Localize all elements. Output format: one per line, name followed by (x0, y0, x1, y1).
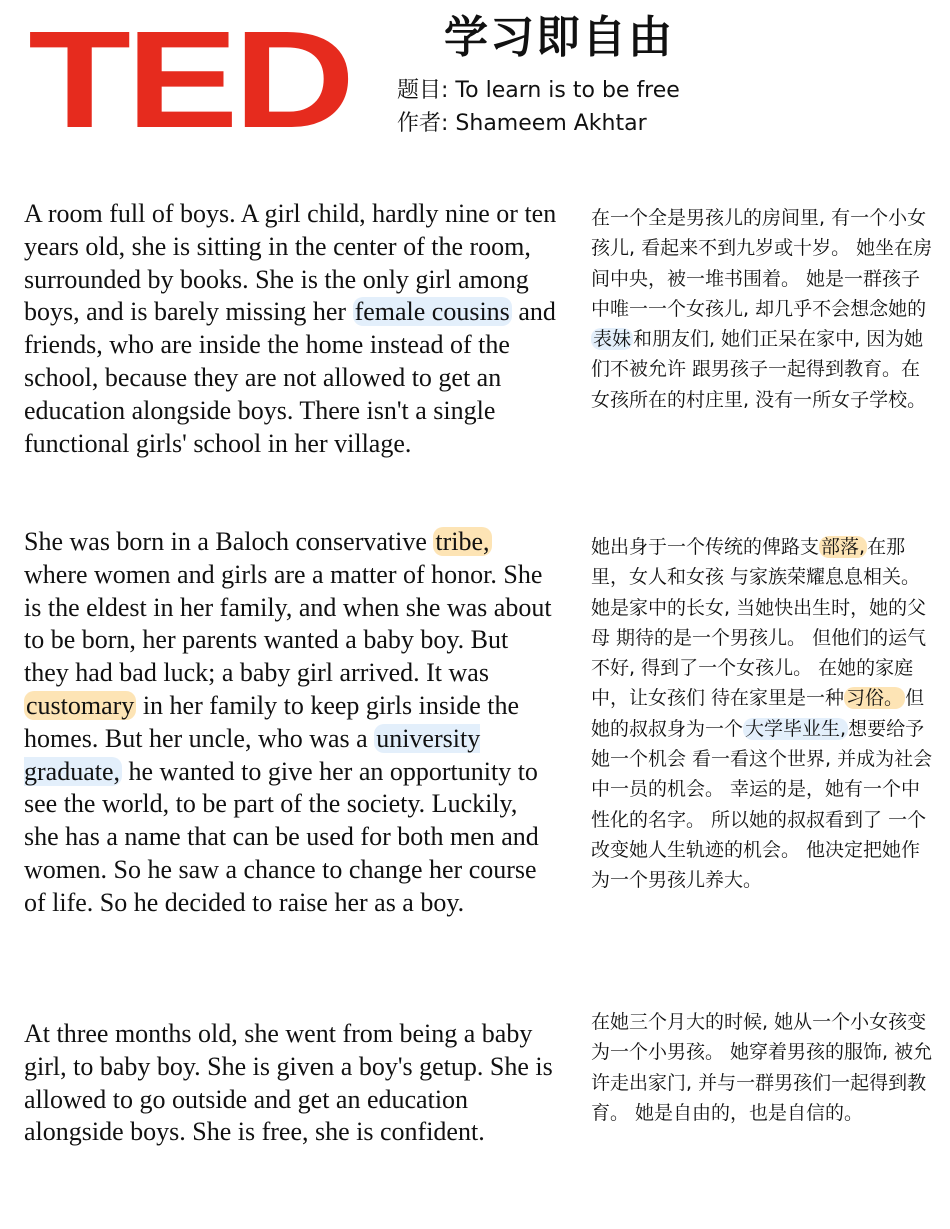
zh2-text-b: 在那里，女人和女孩 与家族荣耀息息相关。 她是家中的长女, 当她快出生时，她的父母 期待的是一个男孩儿。 但他们的运气不好, 得到了一个女孩儿。 在她的家庭中，让女孩们 待在家里是一种 (591, 536, 927, 710)
topic-line (397, 76, 680, 106)
highlight-daxue-biyesheng: 大学毕业生, (745, 717, 847, 740)
en1-text-a: A room full of boys. A girl child, hardly nine or ten years old, she is sitting in the center of the room, surrounded by books. She is the only girl among boys, and is barely missing her (24, 199, 557, 327)
en2-text-b: where women and girls are a matter of honor. She is the eldest in her family, and when she was about to be born, her parents wanted a baby boy. But they had bad luck; a baby girl arrived. It was (24, 559, 552, 688)
highlight-biaomei: 表妹 (593, 328, 632, 351)
chinese-paragraph-1 (591, 203, 936, 415)
ted-logo: TED (28, 3, 351, 157)
zh1-text-a: 在一个全是男孩儿的房间里, 有一个小女孩儿, 看起来不到九岁或十岁。 她坐在房间中央，被一堆书围着。 她是一群孩子中唯一一个女孩儿, 却几乎不会想念她的 (591, 207, 933, 320)
chinese-paragraph-3: 在她三个月大的时候, 她从一个小女孩变为一个小男孩。 她穿着男孩的服饰, 被允许走出家门, 并与一群男孩们一起得到教育。 她是自由的，也是自信的。 (591, 1011, 933, 1124)
en2-text-a: She was born in a Baloch conservative (24, 527, 427, 556)
highlight-customary: customary (26, 690, 135, 720)
author-line (397, 109, 647, 139)
highlight-university-graduate: university graduate, (24, 723, 481, 786)
chinese-paragraph-2 (591, 532, 936, 896)
zh2-text-d: 想要给予她一个机会 看一看这个世界, 并成为社会中一员的机会。 幸运的是，她有一个中性化的名字。 所以她的叔叔看到了 一个改变她人生轨迹的机会。 他决定把她作为一个男孩儿养大。 (591, 717, 933, 892)
english-paragraph-1 (24, 198, 558, 460)
zh1-text-b: 和朋友们, 她们正呆在家中, 因为她们不被允许 跟男孩子一起得到教育。在女孩所在的村庄里, 没有一所女子学校。 (591, 328, 927, 411)
zh2-text-c: 但她的叔叔身为一个 (591, 687, 925, 740)
page-title: 学习即自由 (444, 12, 674, 63)
author-label: 作者: (397, 111, 449, 136)
english-paragraph-2 (24, 526, 558, 920)
topic-value: To learn is to be free (455, 78, 680, 103)
highlight-buluo: 部落, (821, 536, 866, 558)
en2-text-d: he wanted to give her an opportunity to see the world, to be part of the society. Luckily, she has a name that can be used for both men and women. So he saw a chance to change her course of life. So he decided to raise her as a boy. (24, 756, 539, 917)
author-value: Shameem Akhtar (455, 111, 647, 136)
highlight-xisu: 习俗。 (846, 687, 904, 710)
zh2-text-a: 她出身于一个传统的俾路支 (591, 536, 820, 558)
highlight-tribe: tribe, (435, 527, 490, 556)
en2-text-c: in her family to keep girls inside the homes. But her uncle, who was a (24, 690, 519, 753)
english-paragraph-3: At three months old, she went from being a baby girl, to baby boy. She is given a boy's getup. She is allowed to go outside and get an education alongside boys. She is free, she is confident. (24, 1019, 553, 1147)
topic-label: 题目: (397, 78, 449, 103)
en1-text-b: and friends, who are inside the home instead of the school, because they are not allowed to get an education alongside boys. There isn't a single functional girls' school in her village. (24, 297, 556, 458)
highlight-female-cousins: female cousins (354, 297, 510, 327)
